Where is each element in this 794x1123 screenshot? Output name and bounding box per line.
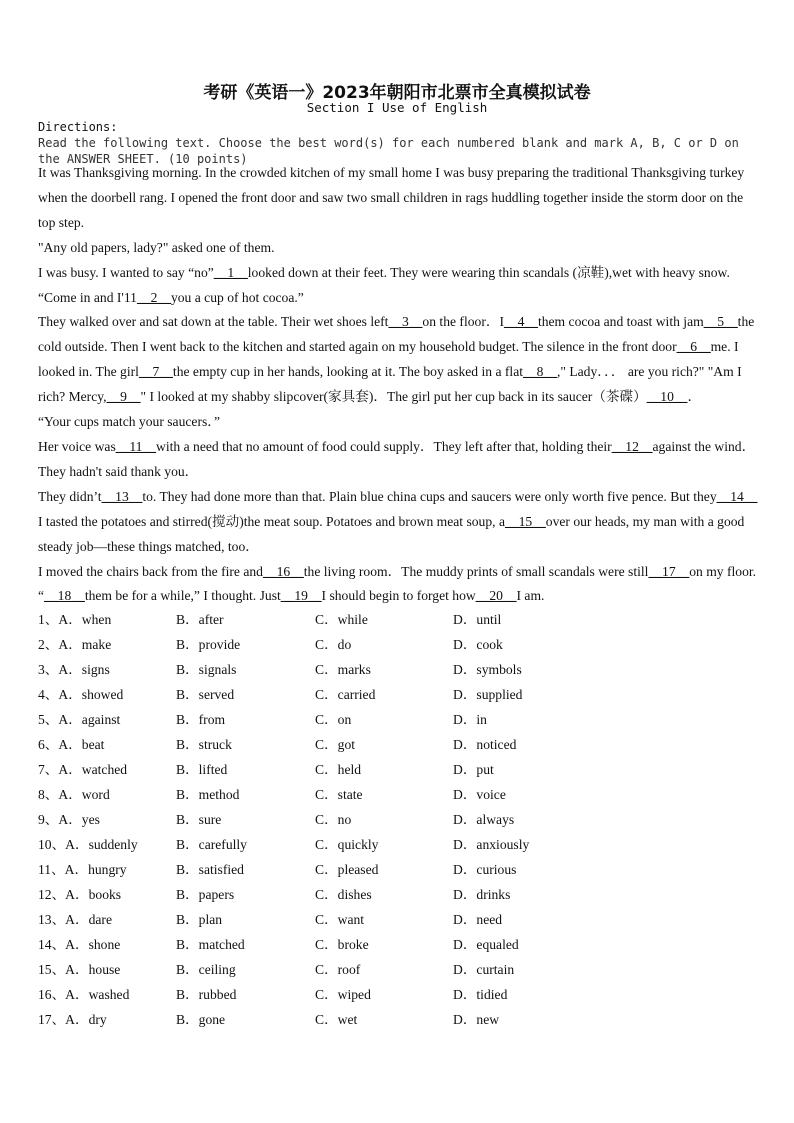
option-c: C．dishes [315, 887, 372, 902]
question-number-option-a: 8、A．word [38, 787, 110, 802]
blank-3: __3__ [388, 314, 423, 330]
passage-text: I tasted the potatoes and stirred(搅动)the meat soup. Potatoes and brown meat soup, a [38, 513, 505, 529]
blank-10: __10__ [646, 389, 688, 405]
passage-text: you a cup of hot cocoa.” [170, 289, 304, 305]
blank-20: __20__ [475, 588, 517, 604]
blank-2: __2__ [136, 289, 171, 305]
passage-text: "Any old papers, lady?" asked one of them. [38, 239, 275, 255]
question-number-option-a: 7、A．watched [38, 762, 128, 777]
question-number-option-a: 15、A．house [38, 962, 121, 977]
blank-18: __18__ [44, 588, 85, 604]
passage-text: against the wind．They hadn't said thank you． [38, 438, 756, 479]
blank-16: __16__ [262, 563, 304, 579]
question-row [38, 882, 758, 907]
blank-11: __11__ [115, 438, 157, 454]
option-c: C．wiped [315, 987, 371, 1002]
passage-text: on my floor. “ [38, 563, 757, 604]
passage-text: the empty cup in her hands, looking at it. The boy asked in a flat [172, 364, 524, 380]
option-b: B．served [176, 687, 235, 702]
question-number-option-a: 6、A．beat [38, 737, 105, 752]
option-d: D．always [453, 812, 515, 827]
question-row [38, 657, 758, 682]
passage-text: It was Thanksgiving morning. In the crowded kitchen of my small home I was busy preparing the traditional Thanksgiving turkey when the doorbell rang. I opened the front door and saw two small children in rags huddling together inside the storm door on the top step. [38, 165, 745, 230]
passage-paragraph [38, 261, 760, 311]
option-b: B．from [176, 712, 226, 727]
option-b: B．carefully [176, 837, 247, 852]
option-b: B．plan [176, 912, 223, 927]
blank-12: __12__ [611, 438, 653, 454]
question-number-option-a: 5、A．against [38, 712, 121, 727]
passage-paragraph [38, 435, 760, 485]
options-list [38, 607, 758, 1032]
passage-text: looked down at their feet. They were wearing thin scandals (凉鞋),wet with heavy snow. “Come in and I'11 [38, 264, 730, 305]
option-d: D．cook [453, 637, 503, 652]
passage-text: I was busy. I wanted to say “no” [38, 264, 214, 280]
question-row [38, 907, 758, 932]
question-row [38, 607, 758, 632]
option-d: D．tidied [453, 987, 508, 1002]
option-c: C．state [315, 787, 363, 802]
passage-text: Her voice was [38, 438, 116, 454]
option-d: D．symbols [453, 662, 522, 677]
passage-text: I should begin to forget how [321, 588, 476, 604]
question-row [38, 932, 758, 957]
passage-paragraph [38, 310, 760, 410]
question-row [38, 632, 758, 657]
option-c: C．pleased [315, 862, 379, 877]
blank-9: __9__ [106, 389, 141, 405]
option-d: D．anxiously [453, 837, 530, 852]
option-b: B．struck [176, 737, 232, 752]
option-d: D．drinks [453, 887, 511, 902]
option-c: C．wet [315, 1012, 358, 1027]
option-b: B．provide [176, 637, 241, 652]
option-b: B．matched [176, 937, 245, 952]
passage-text: I moved the chairs back from the fire and [38, 563, 263, 579]
question-number-option-a: 2、A．make [38, 637, 112, 652]
option-d: D．equaled [453, 937, 519, 952]
blank-19: __19__ [280, 588, 322, 604]
option-b: B．sure [176, 812, 222, 827]
option-b: B．papers [176, 887, 235, 902]
question-number-option-a: 1、A．when [38, 612, 112, 627]
blank-17: __17__ [648, 563, 690, 579]
passage-paragraph [38, 161, 760, 236]
passage-text: them cocoa and toast with jam [537, 314, 704, 330]
question-number-option-a: 16、A．washed [38, 987, 130, 1002]
passage-text: me. I looked in. The girl [38, 339, 739, 380]
blank-1: __1__ [213, 264, 248, 280]
blank-5: __5__ [703, 314, 738, 330]
option-b: B．ceiling [176, 962, 236, 977]
blank-13: __13__ [101, 488, 143, 504]
passage-text: them be for a while,” I thought. Just [84, 588, 281, 604]
cloze-passage [38, 161, 760, 609]
question-number-option-a: 4、A．showed [38, 687, 124, 702]
question-number-option-a: 12、A．books [38, 887, 122, 902]
passage-paragraph [38, 410, 760, 435]
question-number-option-a: 10、A．suddenly [38, 837, 138, 852]
option-d: D．until [453, 612, 502, 627]
passage-text: They walked over and sat down at the table. Their wet shoes left [38, 314, 389, 330]
option-d: D．voice [453, 787, 506, 802]
passage-text: I am. [516, 588, 545, 604]
question-row [38, 732, 758, 757]
question-number-option-a: 14、A．shone [38, 937, 121, 952]
question-row [38, 832, 758, 857]
option-c: C．do [315, 637, 352, 652]
question-row [38, 1007, 758, 1032]
option-c: C．roof [315, 962, 361, 977]
option-c: C．want [315, 912, 365, 927]
option-b: B．lifted [176, 762, 228, 777]
option-c: C．carried [315, 687, 376, 702]
question-number-option-a: 3、A．signs [38, 662, 110, 677]
section-subtitle: Section I Use of English [306, 100, 488, 115]
option-b: B．method [176, 787, 240, 802]
option-d: D．supplied [453, 687, 523, 702]
passage-text: over our heads, my man with a good steady job—these things matched, too． [38, 513, 745, 554]
option-d: D．curtain [453, 962, 515, 977]
question-number-option-a: 17、A．dry [38, 1012, 107, 1027]
option-c: C．no [315, 812, 352, 827]
option-c: C．broke [315, 937, 369, 952]
page-title: 考研《英语一》2023年朝阳市北票市全真模拟试卷 [203, 83, 591, 103]
passage-text: to. They had done more than that. Plain blue china cups and saucers were only worth five pence. But they [142, 488, 717, 504]
question-row [38, 807, 758, 832]
option-d: D．new [453, 1012, 500, 1027]
option-c: C．while [315, 612, 368, 627]
option-b: B．after [176, 612, 224, 627]
option-c: C．held [315, 762, 362, 777]
question-number-option-a: 13、A．dare [38, 912, 112, 927]
passage-paragraph [38, 485, 760, 560]
option-c: C．on [315, 712, 352, 727]
option-d: D．curious [453, 862, 517, 877]
blank-14: __14__ [716, 488, 758, 504]
blank-4: __4__ [503, 314, 538, 330]
option-d: D．put [453, 762, 494, 777]
blank-15: __15__ [504, 513, 546, 529]
option-d: D．need [453, 912, 503, 927]
option-b: B．rubbed [176, 987, 237, 1002]
question-row [38, 857, 758, 882]
passage-text: " I looked at my shabby slipcover(家具套)．The girl put her cup back in its saucer（茶碟） [140, 389, 647, 405]
option-c: C．marks [315, 662, 371, 677]
option-b: B．satisfied [176, 862, 244, 877]
passage-text: on the floor．I [422, 314, 504, 330]
question-row [38, 757, 758, 782]
question-number-option-a: 11、A．hungry [38, 862, 127, 877]
option-d: D．in [453, 712, 487, 727]
passage-paragraph [38, 560, 760, 610]
question-row [38, 682, 758, 707]
question-row [38, 782, 758, 807]
passage-text: ． [687, 389, 702, 405]
question-number-option-a: 9、A．yes [38, 812, 100, 827]
passage-text: the living room．The muddy prints of small scandals were still [303, 563, 649, 579]
passage-text: with a need that no amount of food could supply．They left after that, holding their [156, 438, 612, 454]
option-c: C．quickly [315, 837, 379, 852]
question-row [38, 707, 758, 732]
option-b: B．signals [176, 662, 237, 677]
passage-paragraph [38, 236, 760, 261]
option-c: C．got [315, 737, 356, 752]
option-d: D．noticed [453, 737, 517, 752]
blank-6: __6__ [676, 339, 711, 355]
question-row [38, 957, 758, 982]
question-row [38, 982, 758, 1007]
directions-text: Read the following text. Choose the best word(s) for each numbered blank and mark A, B, C or D on the ANSWER SHEET. (10 points) [38, 136, 739, 166]
directions-heading: Directions: [38, 120, 118, 134]
option-b: B．gone [176, 1012, 226, 1027]
blank-7: __7__ [138, 364, 173, 380]
passage-text: the cold outside. Then I went back to the kitchen and started again on my household budget. The silence in the front door [38, 314, 755, 355]
passage-text: “Your cups match your saucers．” [38, 414, 221, 430]
passage-text: They didn’t [38, 488, 102, 504]
blank-8: __8__ [523, 364, 557, 380]
passage-text: ," Lady．．． are you rich?" "Am I rich? Mercy, [38, 364, 742, 405]
